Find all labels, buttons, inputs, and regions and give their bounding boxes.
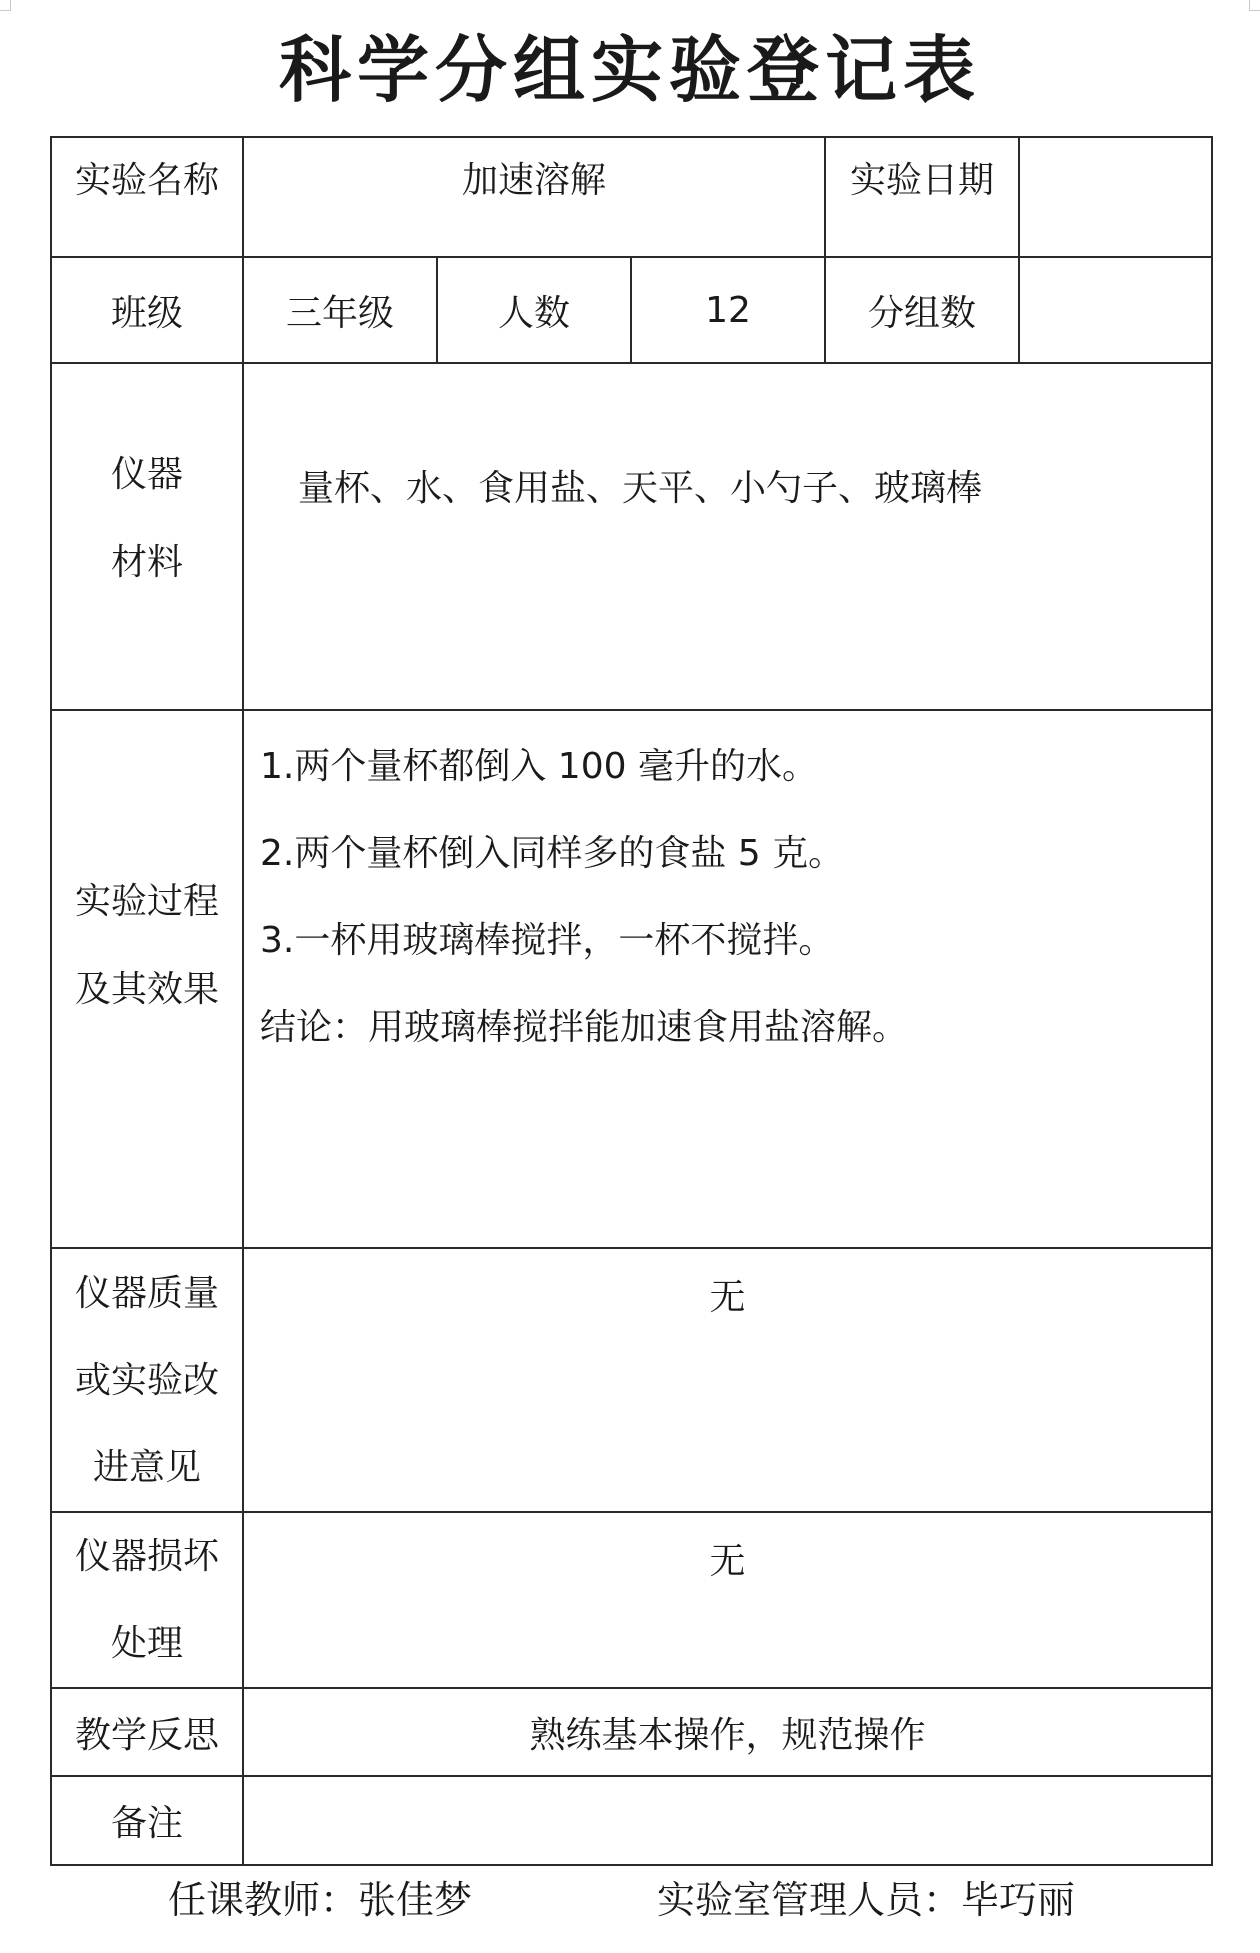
experiment-date-label-cell: [825, 137, 1019, 257]
group-count-value-cell[interactable]: [1019, 257, 1212, 363]
page-title: 科学分组实验登记表: [278, 28, 981, 112]
experiment-name-label-cell: [51, 137, 243, 257]
experiment-date-value-cell[interactable]: [1019, 137, 1212, 257]
student-count-label-cell: [437, 257, 631, 363]
quality-label-line1: 仪器质量: [74, 1272, 219, 1314]
process-value-cell[interactable]: [243, 710, 1212, 1248]
row-quality-feedback: [51, 1248, 1212, 1512]
row-process: [51, 710, 1212, 1248]
quality-value-cell[interactable]: [243, 1248, 1212, 1512]
damage-label-line2: 处理: [110, 1623, 183, 1664]
process-step-2: 2.两个量杯倒入同样多的食盐 5 克。: [260, 833, 845, 874]
page-corner-mark-right: [1249, 0, 1260, 11]
damage-value: 无: [709, 1541, 746, 1582]
row-notes: [51, 1776, 1212, 1865]
student-count-label: 人数: [497, 292, 570, 334]
damage-value-cell[interactable]: [243, 1512, 1212, 1688]
damage-label-line1: 仪器损坏: [74, 1536, 219, 1577]
materials-label-line2: 材料: [110, 541, 183, 583]
quality-label-cell: [51, 1248, 243, 1512]
quality-value: 无: [709, 1277, 746, 1318]
row-class-info: [51, 257, 1212, 363]
notes-label: 备注: [110, 1803, 183, 1844]
class-label-cell: [51, 257, 243, 363]
row-experiment-name: [51, 137, 1212, 257]
student-count-value: 12: [705, 289, 751, 331]
process-step-3: 3.一杯用玻璃棒搅拌，一杯不搅拌。: [260, 920, 835, 961]
class-label: 班级: [110, 292, 183, 334]
process-label-cell: [51, 710, 243, 1248]
row-damage-handling: [51, 1512, 1212, 1688]
experiment-name-value: 加速溶解: [461, 160, 606, 201]
student-count-value-cell[interactable]: [631, 257, 825, 363]
class-value: 三年级: [285, 292, 394, 334]
experiment-name-value-cell[interactable]: [243, 137, 825, 257]
materials-value-cell[interactable]: [243, 363, 1212, 710]
materials-label-cell: [51, 363, 243, 710]
group-count-label: 分组数: [867, 292, 976, 334]
row-teaching-reflection: [51, 1688, 1212, 1776]
notes-value-cell[interactable]: [243, 1776, 1212, 1865]
group-count-label-cell: [825, 257, 1019, 363]
process-label-line2: 及其效果: [74, 969, 219, 1010]
teacher-signature: 任课教师：张佳梦: [168, 1878, 473, 1922]
reflection-label-cell: [51, 1688, 243, 1776]
class-value-cell[interactable]: [243, 257, 437, 363]
lab-manager-signature: 实验室管理人员：毕巧丽: [657, 1878, 1076, 1922]
notes-label-cell: [51, 1776, 243, 1865]
row-materials: [51, 363, 1212, 710]
signature-footer: [0, 1870, 1260, 1930]
experiment-name-label: 实验名称: [74, 160, 219, 201]
quality-label-line3: 进意见: [92, 1446, 201, 1488]
reflection-value: 熟练基本操作，规范操作: [529, 1714, 926, 1756]
process-step-1: 1.两个量杯都倒入 100 毫升的水。: [260, 746, 818, 787]
damage-label-cell: [51, 1512, 243, 1688]
registration-table: [50, 136, 1213, 1866]
reflection-label: 教学反思: [74, 1714, 219, 1756]
process-conclusion: 结论：用玻璃棒搅拌能加速食用盐溶解。: [260, 1007, 909, 1048]
process-label-line1: 实验过程: [74, 881, 219, 922]
quality-label-line2: 或实验改: [74, 1359, 219, 1401]
materials-value: 量杯、水、食用盐、天平、小勺子、玻璃棒: [298, 468, 983, 509]
page-corner-mark-left: [0, 0, 11, 11]
materials-label-line1: 仪器: [110, 453, 183, 495]
experiment-date-label: 实验日期: [849, 160, 994, 201]
reflection-value-cell[interactable]: [243, 1688, 1212, 1776]
